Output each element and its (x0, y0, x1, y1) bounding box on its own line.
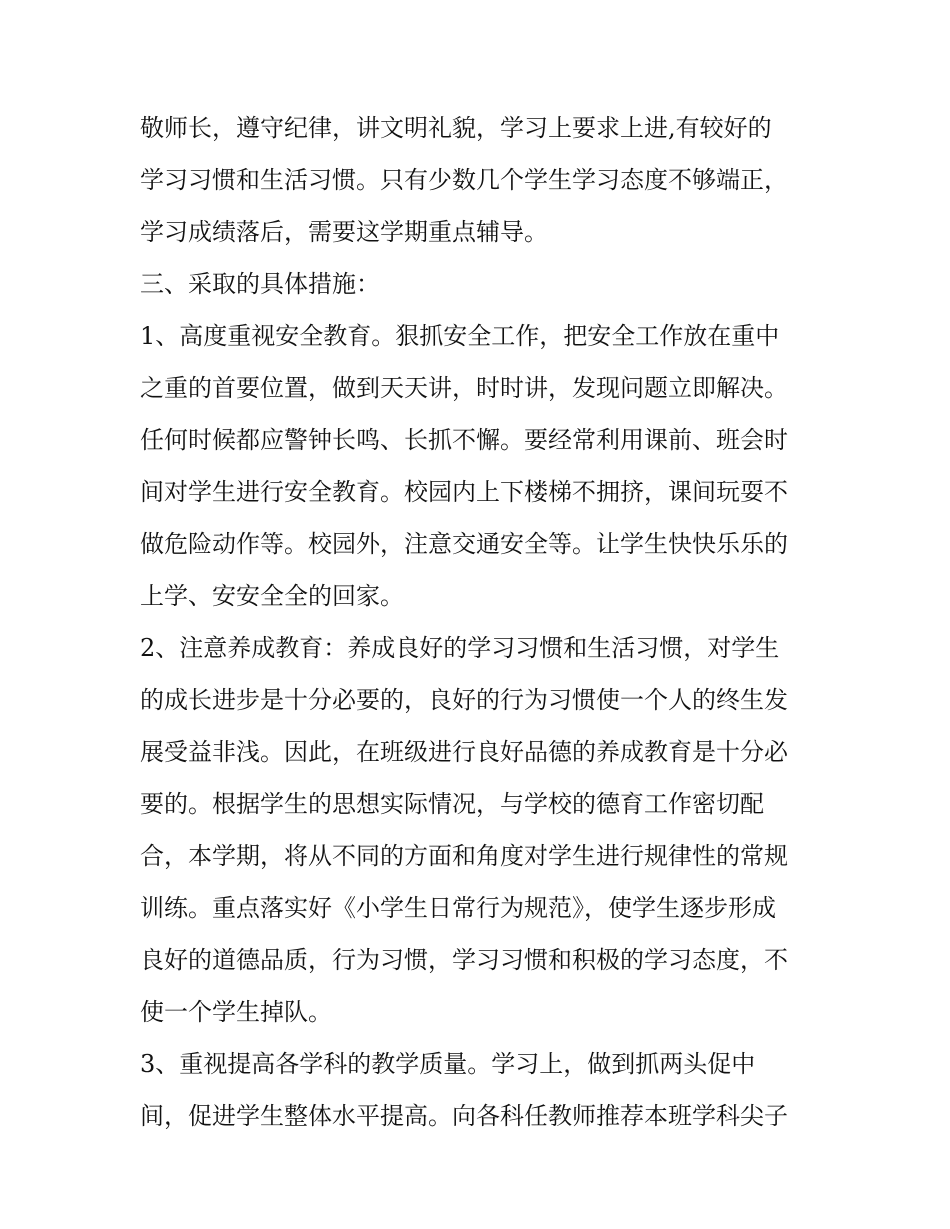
text-line: 之重的首要位置，做到天天讲，时时讲，发现问题立即解决。 (140, 374, 788, 402)
section-heading: 三、采取的具体措施： (140, 270, 380, 298)
text-line: 敬师长，遵守纪律，讲文明礼貌，学习上要求上进,有较好的 (140, 114, 772, 142)
text-line: 2、注意养成教育：养成良好的学习习惯和生活习惯，对学生 (140, 634, 780, 662)
text-line: 任何时候都应警钟长鸣、长抓不懈。要经常利用课前、班会时 (140, 426, 788, 454)
text-line: 要的。根据学生的思想实际情况，与学校的德育工作密切配 (140, 790, 764, 818)
text-line: 合，本学期，将从不同的方面和角度对学生进行规律性的常规 (140, 842, 788, 870)
text-line: 上学、安安全全的回家。 (140, 582, 404, 610)
text-line: 间对学生进行安全教育。校园内上下楼梯不拥挤，课间玩耍不 (140, 478, 788, 506)
text-line: 学习习惯和生活习惯。只有少数几个学生学习态度不够端正， (140, 166, 788, 194)
text-line: 学习成绩落后，需要这学期重点辅导。 (140, 218, 548, 246)
text-line: 3、重视提高各学科的教学质量。学习上，做到抓两头促中 (140, 1050, 756, 1078)
text-line: 做危险动作等。校园外，注意交通安全等。让学生快快乐乐的 (140, 530, 788, 558)
text-line: 1、高度重视安全教育。狠抓安全工作，把安全工作放在重中 (140, 322, 780, 350)
text-line: 良好的道德品质，行为习惯，学习习惯和积极的学习态度，不 (140, 946, 788, 974)
text-line: 间，促进学生整体水平提高。向各科任教师推荐本班学科尖子 (140, 1102, 788, 1130)
text-line: 训练。重点落实好《小学生日常行为规范》，使学生逐步形成 (140, 894, 776, 922)
text-line: 使一个学生掉队。 (140, 998, 332, 1026)
text-line: 展受益非浅。因此，在班级进行良好品德的养成教育是十分必 (140, 738, 788, 766)
text-line: 的成长进步是十分必要的，良好的行为习惯使一个人的终生发 (140, 686, 788, 714)
